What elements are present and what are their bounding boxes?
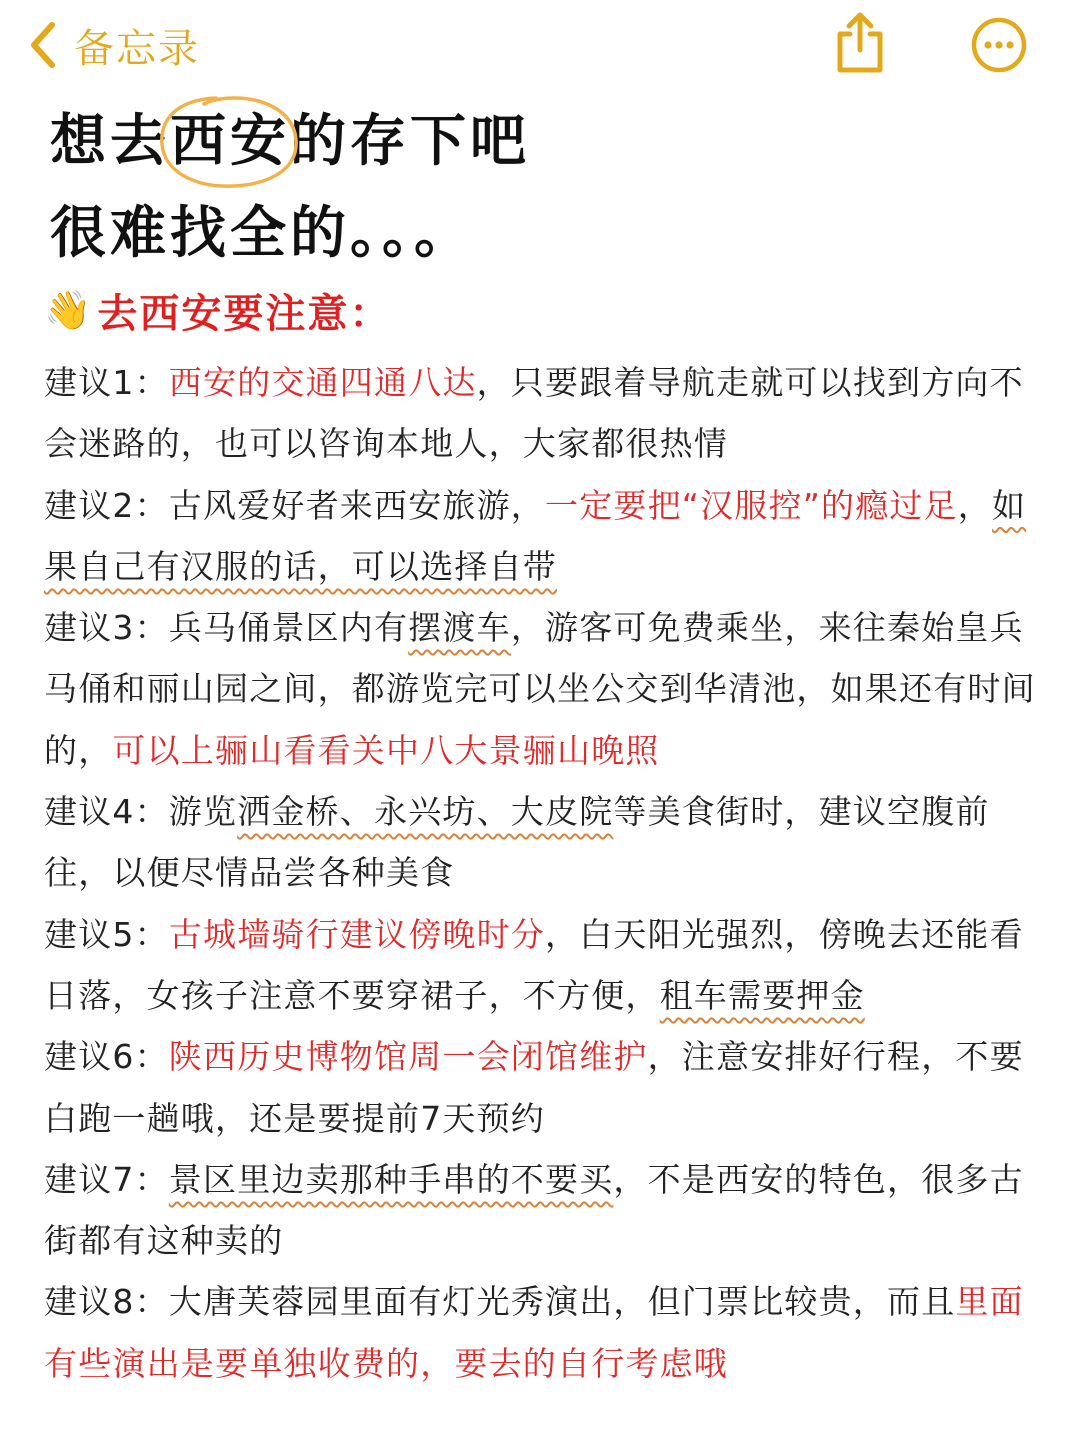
share-icon — [832, 10, 888, 76]
waving-hand-icon: 👋 — [44, 288, 94, 332]
tip-text: ，不是西安的特色，很多古街都有这种卖的 — [44, 1159, 1024, 1261]
tip-label: 建议6： — [44, 1037, 169, 1077]
circled-word — [170, 96, 290, 188]
more-icon — [970, 16, 1028, 74]
tip-3 — [44, 597, 1054, 781]
tip-highlight: 陕西历史博物馆周一会闭馆维护 — [168, 1037, 648, 1077]
note-title — [50, 96, 530, 280]
share-button[interactable] — [832, 10, 888, 76]
tip-text: ， — [957, 485, 992, 525]
tip-1 — [44, 352, 1054, 475]
section-heading-text: 去西安要注意： — [97, 291, 392, 337]
tip-4 — [44, 781, 1054, 904]
tip-label: 建议4： — [44, 792, 169, 832]
tip-highlight: 西安的交通四通八达 — [168, 363, 477, 402]
tip-underline: 洒金桥、永兴坊、大皮院 — [237, 792, 614, 832]
tip-underline: 摆渡车 — [408, 608, 511, 648]
chevron-left-icon — [28, 21, 58, 69]
tip-highlight: 一定要把“汉服控”的瘾过足 — [545, 485, 958, 525]
back-label: 备忘录 — [74, 25, 200, 72]
tip-6 — [44, 1026, 1054, 1149]
tip-label: 建议5： — [44, 914, 169, 954]
tip-label: 建议1： — [44, 363, 169, 402]
tip-8 — [44, 1271, 1054, 1394]
tip-text: ，注意安排好行程，不要白跑一趟哦，还是要提前7天预约 — [44, 1037, 1024, 1138]
tip-label: 建议2： — [44, 485, 169, 525]
navigation-bar — [0, 0, 1080, 90]
tip-text: 等美食街时，建议空腹前往，以便尽情品尝各种美食 — [44, 792, 990, 893]
title-text-pre: 想去 — [50, 109, 170, 174]
tip-text: 兵马俑景区内有 — [168, 608, 409, 648]
tip-underline: 如果自己有汉服的话，可以选择自带 — [44, 485, 1027, 586]
tip-text: ，只要跟着导航走就可以找到方向不会迷路的，也可以咨询本地人，大家都很热情 — [44, 363, 1024, 464]
tip-text: 古风爱好者来西安旅游， — [168, 485, 545, 525]
back-button[interactable] — [28, 18, 200, 72]
tip-label: 建议7： — [44, 1159, 169, 1199]
tip-label: 建议3： — [44, 608, 169, 648]
tips-list — [44, 352, 1054, 1394]
tip-label: 建议8： — [44, 1282, 169, 1322]
tip-highlight: 古城墙骑行建议傍晚时分 — [168, 914, 545, 954]
tip-underline: 租车需要押金 — [659, 975, 865, 1015]
section-heading — [44, 282, 391, 339]
tip-highlight: 可以上骊山看看关中八大景骊山晚照 — [112, 730, 660, 770]
tip-text: 游览 — [168, 792, 238, 832]
tip-5 — [44, 904, 1054, 1027]
title-text-post: 的存下吧 — [290, 109, 530, 174]
tip-highlight: 里面有些演出是要单独收费的，要去的自行考虑哦 — [44, 1282, 1024, 1383]
tip-text: ，游客可免费乘坐，来往秦始皇兵马俑和丽山园之间，都游览完可以坐公交到华清池，如果还有时间的， — [44, 608, 1036, 770]
tip-text: 大唐芙蓉园里面有灯光秀演出，但门票比较贵，而且 — [168, 1282, 956, 1322]
tip-2 — [44, 475, 1054, 598]
title-line-1 — [50, 96, 530, 188]
title-circled-text: 西安 — [170, 109, 290, 174]
tip-7 — [44, 1149, 1054, 1272]
tip-underline: 景区里边卖那种手串的不要买 — [168, 1159, 614, 1199]
more-button[interactable] — [970, 16, 1028, 74]
title-line-2: 很难找全的。。。 — [50, 201, 474, 266]
tip-text: ，白天阳光强烈，傍晚去还能看日落，女孩子注意不要穿裙子，不方便， — [44, 914, 1024, 1015]
